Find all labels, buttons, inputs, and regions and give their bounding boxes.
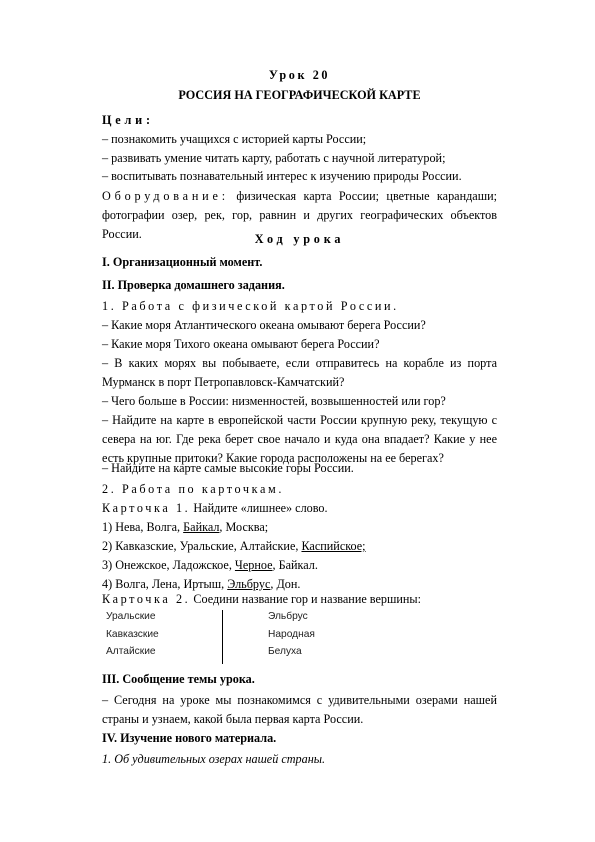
mountain-name: Уральские [106, 611, 156, 622]
question: – Какие моря Атлантического океана омывают берега России? [102, 318, 426, 332]
table-divider [222, 610, 223, 664]
mountains-column [106, 608, 159, 661]
section-heading: III. Сообщение темы урока. [102, 672, 255, 686]
odd-word: Байкал [183, 520, 220, 534]
peak-name: Эльбрус [268, 611, 308, 622]
task1-heading: 1. Работа с физической картой России. [102, 299, 399, 313]
equipment-text: физическая карта России; цветные карандаши; фотографии озер, рек, гор, равнин и других географических объектов России. [102, 189, 497, 241]
line-text: , Москва; [219, 520, 269, 534]
odd-word: Черное [234, 558, 273, 572]
line-text: 1) Нева, Волга, [102, 520, 184, 534]
card1-instruction [102, 499, 497, 518]
mountain-name: Кавказские [106, 628, 159, 640]
equipment-label: Оборудование: [102, 189, 229, 203]
line-text: 4) Волга, Лена, Иртыш, [102, 577, 228, 591]
odd-word: Каспийское; [301, 539, 366, 553]
subsection-heading: 1. Об удивительных озерах нашей страны. [102, 752, 326, 766]
odd-word: Эльбрус [227, 577, 271, 591]
lesson-title: РОССИЯ НА ГЕОГРАФИЧЕСКОЙ КАРТЕ [178, 88, 421, 102]
section-heading: IV. Изучение нового материала. [102, 731, 277, 745]
question: – Найдите на карте самые высокие горы России. [102, 461, 354, 475]
card1-text: Найдите «лишнее» слово. [190, 501, 328, 515]
card2-instruction [102, 590, 497, 609]
course-heading: Ход урока [254, 232, 345, 246]
card1-line [102, 518, 497, 537]
goal-item: – развивать умение читать карту, работать с научной литературой; [102, 151, 446, 165]
line-text: , Дон. [270, 577, 301, 591]
peak-name: Народная [268, 628, 315, 640]
mountain-name: Алтайские [106, 646, 156, 657]
question: – Чего больше в России: низменностей, возвышенностей или гор? [102, 394, 446, 408]
card2-text: Соедини название гор и название вершины: [190, 592, 421, 606]
card1-line [102, 537, 497, 556]
matching-table [102, 608, 362, 664]
peaks-column [268, 608, 315, 661]
section-heading: II. Проверка домашнего задания. [102, 278, 285, 292]
line-text: 3) Онежское, Ладожское, [102, 558, 235, 572]
section-heading: I. Организационный момент. [102, 255, 263, 269]
question: – Найдите на карте в европейской части России крупную реку, текущую с севера на юг. Где река берет свое начало и куда она впадает? Какие у нее есть крупные притоки? Какие города расположены на ее берегах? [102, 413, 497, 465]
task2-heading: 2. Работа по карточкам. [102, 482, 284, 496]
line-text: 2) Кавказские, Уральские, Алтайские, [102, 539, 302, 553]
question: – В каких морях вы побываете, если отправитесь на корабле из порта Мурманск в порт Петропавловск-Камчатский? [102, 356, 497, 389]
peak-name: Белуха [268, 646, 302, 657]
goal-item: – познакомить учащихся с историей карты России; [102, 132, 367, 146]
goal-item: – воспитывать познавательный интерес к изучению природы России. [102, 169, 462, 183]
card1-label: Карточка 1. [102, 501, 191, 515]
section3-paragraph: – Сегодня на уроке мы познакомимся с удивительными озерами нашей страны и узнаем, какой была первая карта России. [102, 693, 497, 726]
lesson-number: Урок 20 [268, 68, 331, 82]
goals-heading: Цели: [102, 113, 154, 127]
card1-line [102, 556, 497, 575]
card2-label: Карточка 2. [102, 592, 191, 606]
line-text: , Байкал. [272, 558, 318, 572]
question: – Какие моря Тихого океана омывают берега России? [102, 337, 380, 351]
